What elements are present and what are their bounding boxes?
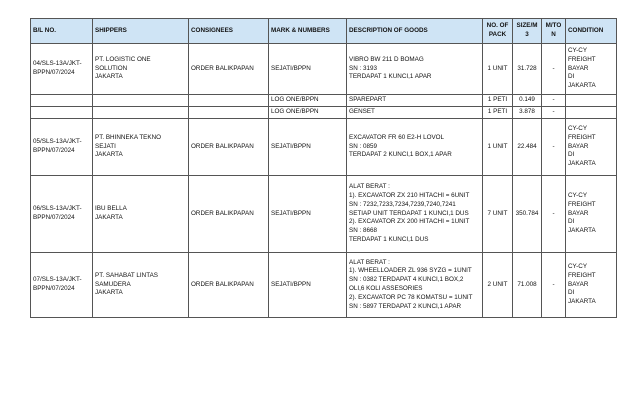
- header-row: [31, 19, 617, 44]
- bl-no-cell: 04/SLS-13A/JKT-BPPN/07/2024: [31, 44, 93, 95]
- marks-cell: SEJATI/BPPN: [269, 44, 347, 95]
- size-cell: 31.728: [513, 44, 542, 95]
- marks-cell: SEJATI/BPPN: [269, 176, 347, 253]
- shipper-cell: IBU BELLA JAKARTA: [93, 176, 189, 253]
- marks-cell: LOG ONE/BPPN: [269, 107, 347, 119]
- consignee-cell: [189, 107, 269, 119]
- marks-cell: SEJATI/BPPN: [269, 253, 347, 318]
- size-cell: 71.008: [513, 253, 542, 318]
- header-bl-no: B/L NO.: [31, 19, 93, 44]
- header-size: SIZE/M3: [513, 19, 542, 44]
- pack-cell: 1 UNIT: [483, 44, 513, 95]
- description-cell: GENSET: [347, 107, 483, 119]
- pack-cell: 1 PETI: [483, 95, 513, 107]
- header-mton: M/TON: [542, 19, 566, 44]
- pack-cell: 1 UNIT: [483, 119, 513, 176]
- marks-cell: SEJATI/BPPN: [269, 119, 347, 176]
- shipper-cell: PT. LOGISTIC ONE SOLUTION JAKARTA: [93, 44, 189, 95]
- size-cell: 3.878: [513, 107, 542, 119]
- bl-no-cell: 06/SLS-13A/JKT-BPPN/07/2024: [31, 176, 93, 253]
- table-row: [31, 95, 617, 107]
- bl-no-cell: [31, 95, 93, 107]
- mton-cell: -: [542, 253, 566, 318]
- condition-cell: CY-CY FREIGHT BAYAR DI JAKARTA: [566, 119, 617, 176]
- description-cell: EXCAVATOR FR 60 E2-H LOVOL SN : 0859 TERDAPAT 2 KUNCI,1 BOX,1 APAR: [347, 119, 483, 176]
- header-no-of-pack: NO. OF PACK: [483, 19, 513, 44]
- cargo-manifest-table: [30, 18, 617, 318]
- marks-cell: LOG ONE/BPPN: [269, 95, 347, 107]
- description-cell: VIBRO BW 211 D BOMAG SN : 3193 TERDAPAT 1 KUNCI,1 APAR: [347, 44, 483, 95]
- bl-no-cell: 05/SLS-13A/JKT-BPPN/07/2024: [31, 119, 93, 176]
- consignee-cell: ORDER BALIKPAPAN: [189, 44, 269, 95]
- header-description: DESCRIPTION OF GOODS: [347, 19, 483, 44]
- consignee-cell: ORDER BALIKPAPAN: [189, 176, 269, 253]
- condition-cell: CY-CY FREIGHT BAYAR DI JAKARTA: [566, 176, 617, 253]
- table-row: [31, 253, 617, 318]
- condition-cell: CY-CY FREIGHT BAYAR DI JAKARTA: [566, 253, 617, 318]
- description-cell: SPAREPART: [347, 95, 483, 107]
- size-cell: 350.784: [513, 176, 542, 253]
- table-row: [31, 107, 617, 119]
- header-marks: MARK & NUMBERS: [269, 19, 347, 44]
- pack-cell: 7 UNIT: [483, 176, 513, 253]
- pack-cell: 2 UNIT: [483, 253, 513, 318]
- consignee-cell: [189, 95, 269, 107]
- mton-cell: -: [542, 176, 566, 253]
- condition-cell: CY-CY FREIGHT BAYAR DI JAKARTA: [566, 44, 617, 95]
- mton-cell: -: [542, 119, 566, 176]
- condition-cell: [566, 107, 617, 119]
- bl-no-cell: [31, 107, 93, 119]
- size-cell: 22.484: [513, 119, 542, 176]
- header-condition: CONDITION: [566, 19, 617, 44]
- size-cell: 0.149: [513, 95, 542, 107]
- consignee-cell: ORDER BALIKPAPAN: [189, 119, 269, 176]
- description-cell: ALAT BERAT : 1). WHEELLOADER ZL 936 SYZG = 1UNIT SN : 0382 TERDAPAT 4 KUNCI,1 BOX,2 OLI,6 KOLI ASSESORIES 2). EXCAVATOR PC 78 KOMATSU = 1UNIT SN : 5897 TERDAPAT 2 KUNCI,1 APAR: [347, 253, 483, 318]
- header-consignees: CONSIGNEES: [189, 19, 269, 44]
- table-row: [31, 176, 617, 253]
- condition-cell: [566, 95, 617, 107]
- consignee-cell: ORDER BALIKPAPAN: [189, 253, 269, 318]
- shipper-cell: PT. SAHABAT LINTAS SAMUDERA JAKARTA: [93, 253, 189, 318]
- mton-cell: -: [542, 107, 566, 119]
- table-row: [31, 44, 617, 95]
- shipper-cell: [93, 107, 189, 119]
- mton-cell: -: [542, 44, 566, 95]
- table-row: [31, 119, 617, 176]
- header-shippers: SHIPPERS: [93, 19, 189, 44]
- description-cell: ALAT BERAT : 1). EXCAVATOR ZX 210 HITACHI = 6UNIT SN : 7232,7233,7234,7239,7240,7241 SETIAP UNIT TERDAPAT 1 KUNCI,1 DUS 2). EXCAVATOR ZX 200 HITACHI = 1UNIT SN : 8668 TERDAPAT 1 KUNCI,1 DUS: [347, 176, 483, 253]
- mton-cell: -: [542, 95, 566, 107]
- shipper-cell: PT. BHINNEKA TEKNO SEJATI JAKARTA: [93, 119, 189, 176]
- bl-no-cell: 07/SLS-13A/JKT-BPPN/07/2024: [31, 253, 93, 318]
- pack-cell: 1 PETI: [483, 107, 513, 119]
- shipper-cell: [93, 95, 189, 107]
